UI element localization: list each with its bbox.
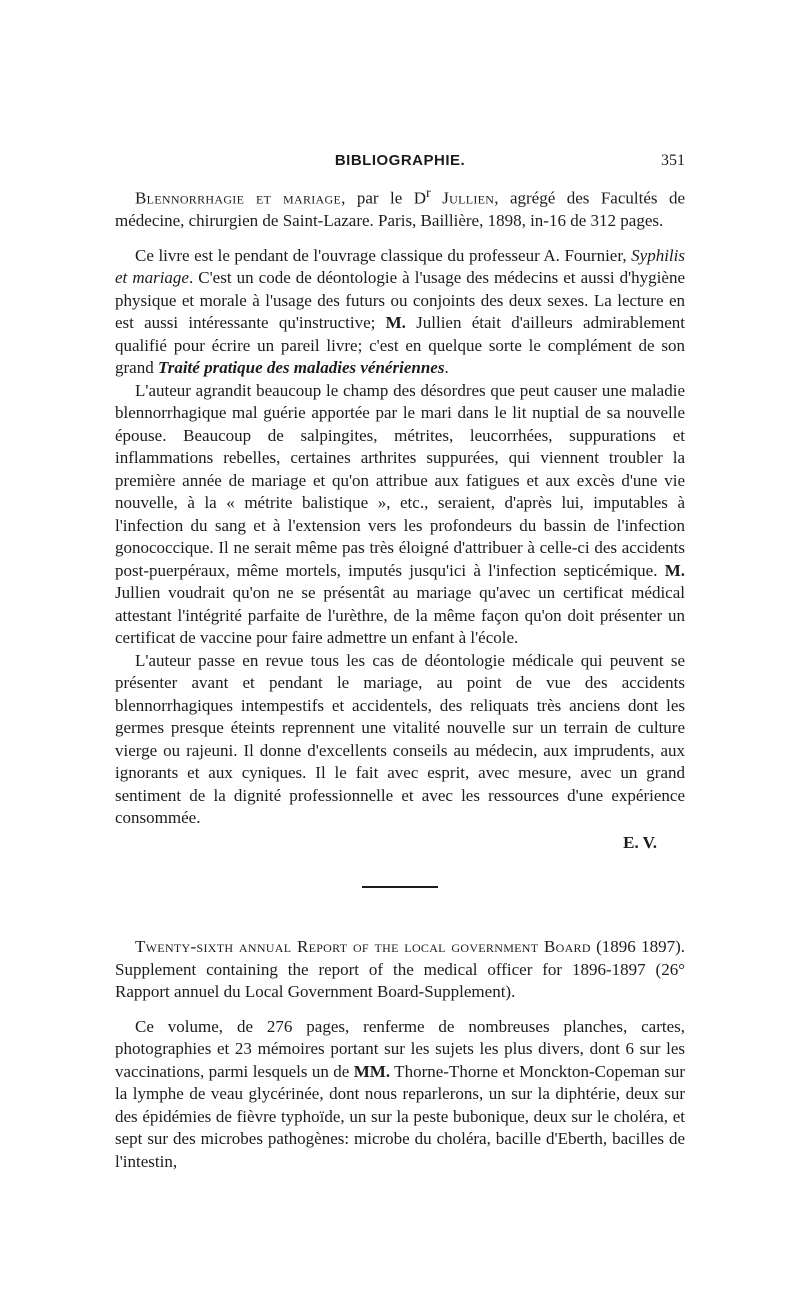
review-2-title: Twenty-sixth annual Report of the local government Board (135, 937, 591, 957)
text-run: Jullien était d'ailleurs admirablement qualifié pour écrire un pareil livre; c'est en quelque sorte le complément de son grand (115, 313, 685, 378)
text-run: Jullien voudrait qu'on ne se présentât au mariage qu'avec un certificat médical attestant l'intégrité parfaite de l'urèthre, de la même façon qu'on doit présenter un certificat de vaccine pour faire admettre un enfant à l'école. (115, 583, 685, 648)
review-2-heading (115, 936, 685, 1004)
review-2-paragraph-1 (115, 1016, 685, 1174)
running-header (115, 150, 685, 176)
review-signature: E. V. (623, 832, 657, 852)
review-2-citation: (1896 1897). Supplement containing the report of the medical officer for 1896-1897 (26° Rapport annuel du Local Government Board-Supplement). (115, 937, 686, 1002)
review-1-paragraph-3: L'auteur passe en revue tous les cas de déontologie médicale qui peuvent se présenter avant et pendant le mariage, au point de vue des accidents blennorrhagiques intempestifs et accidentels, des reliquats très anciens dont les germes presque éteints reprennent une vitalité nouvelle sur un terrain de culture vierge ou rajeuni. Il donne d'excellents conseils au médecin, aux imprudents, aux ignorants et aux cyniques. Il le fait avec esprit, avec mesure, avec un grand sentiment de la dignité professionnelle et avec les ressources d'une expérience consommée. (115, 650, 685, 828)
review-1-paragraph-2 (115, 380, 685, 650)
text-run: L'auteur agrandit beaucoup le champ des désordres que peut causer une maladie blennorrhagique mal guérie apportée par le mari dans le lit nuptial de sa nouvelle épouse. Beaucoup de salpingites, métrites, leucorrhées, suppurations et inflammations rebelles, certaines arthrites suppurées, qui viennent troubler la première année de mariage et qu'on attribue aux fatigues et aux excès d'une vie nouvelle, à la « métrite balistique », etc., seraient, d'après lui, imputables à l'infection du sang et à l'extension vers les profondeurs du bassin de l'infection gonococcique. Il ne serait même pas très éloigné d'attribuer à celle-ci des accidents post-puerpéraux, même mortels, imputés jusqu'ici à l'infection septicémique. (115, 380, 685, 580)
review-1-author: Jullien (442, 188, 495, 208)
review-1-heading (115, 182, 685, 233)
text-run: Thorne-Thorne et Monckton-Copeman sur la lymphe de veau glycérinée, dont nous reparlerons, un sur la diphtérie, deux sur des épidémies de fièvre typhoïde, un sur la peste bubonique, deux sur le choléra, et sept sur des microbes pathogènes: microbe du choléra, bacille d'Eberth, bacilles de l'intestin, (115, 1061, 685, 1171)
running-title: BIBLIOGRAPHIE. (334, 152, 466, 169)
book-title-traite: Traité pratique des maladies vénériennes (157, 358, 445, 378)
text-run: . (444, 358, 449, 378)
section-divider (362, 886, 438, 888)
page (115, 150, 685, 1173)
text-run-bold: MM. (353, 1061, 391, 1081)
review-1-citation: , agrégé des Facultés de médecine, chirurgien de Saint-Lazare. Paris, Baillière, 1898, in-16 de 312 pages. (115, 188, 685, 231)
page-number: 351 (661, 152, 685, 169)
text-run: Ce livre est le pendant de l'ouvrage classique du professeur A. Fournier, (135, 245, 632, 265)
review-1-dr-sup: r (426, 185, 431, 201)
text-run: . C'est un code de déontologie à l'usage des médecins et aussi d'hygiène physique et morale à l'usage des futurs ou conjoints des deux sexes. La lecture en est aussi intéressante qu'instructive; (115, 268, 685, 333)
review-1-by: , par le D (341, 188, 426, 208)
book-title-syphilis: Syphilis et mariage (115, 245, 685, 288)
text-run-bold: M. (664, 560, 685, 580)
text-run-bold: M. (385, 313, 406, 333)
text-run: Ce volume, de 276 pages, renferme de nombreuses planches, cartes, photographies et 23 mémoires portant sur les sujets les plus divers, dont 6 sur les vaccinations, parmi lesquels un de (115, 1016, 685, 1081)
review-1-title: Blennorrhagie et mariage (135, 188, 342, 208)
review-1-paragraph-1 (115, 245, 685, 380)
